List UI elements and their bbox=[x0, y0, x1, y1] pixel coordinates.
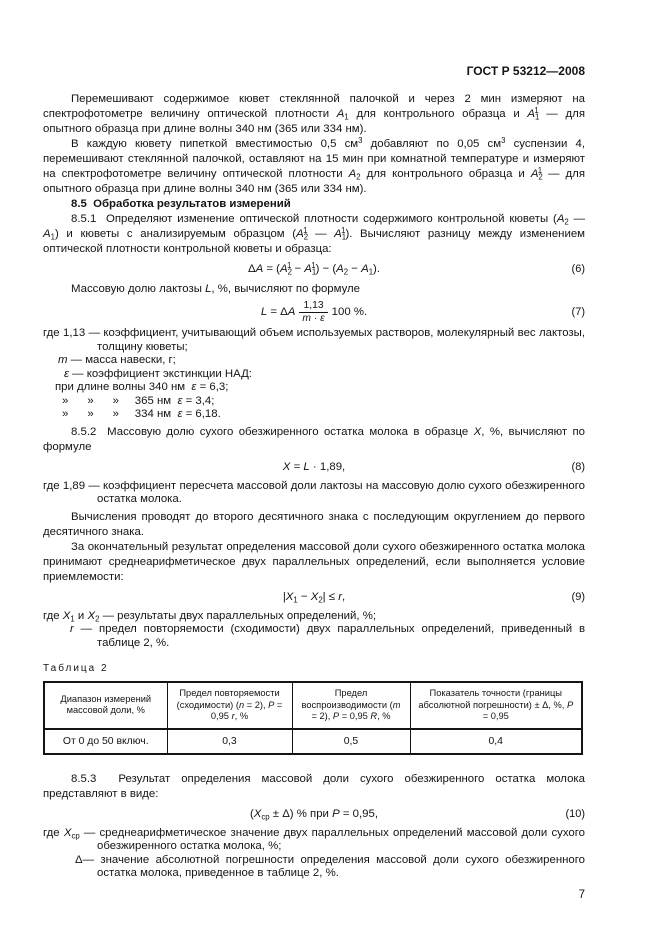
table-header-cell-repeatability: Предел повторяемости (сходимости) (n = 2), P = 0,95 r, % bbox=[167, 682, 292, 729]
formula-7-numerator: 1,13 bbox=[299, 300, 327, 313]
formula-8 bbox=[43, 460, 585, 475]
where-item-334nm: » » » 334 нм ε = 6,18. bbox=[62, 408, 221, 420]
table-header-cell-reproducibility: Предел воспроизводимости (m = 2), P = 0,95 R, % bbox=[292, 682, 410, 729]
formula-8-body: X = L · 1,89, bbox=[282, 460, 346, 473]
paragraph-8-5-2: 8.5.2 Массовую долю сухого обезжиренного остатка молока в образце X, %, вычисляют по формуле bbox=[43, 425, 585, 453]
formula-8-number: (8) bbox=[571, 460, 585, 473]
where-list-formula-7 bbox=[43, 327, 585, 422]
where-list-formula-9 bbox=[43, 610, 585, 651]
paragraph-mixing: Перемешивают содержимое кювет стеклянной палочкой и через 2 мин измеряют на спектрофотометре величину оптической плотности $A_1$ для контрольного образца и $A_1^1$ — для опытного образца при длине волны 340 нм (365 или 334 нм). bbox=[43, 93, 585, 135]
formula-7 bbox=[43, 300, 585, 324]
where-item-365nm: » » » 365 нм ε = 3,4; bbox=[62, 394, 215, 407]
where-item-xcp: где $X_{ср}$ — среднеарифметическое значение двух параллельных определений массовой доли сухого обезжиренного остатка молока, %; bbox=[43, 826, 585, 852]
paragraph-lactose-intro: Массовую долю лактозы L, %, вычисляют по формуле bbox=[71, 283, 361, 295]
formula-7-denominator: m · ε bbox=[302, 312, 325, 324]
table-2-caption: Таблица 2 bbox=[43, 663, 109, 674]
where-item-m: m — масса навески, г; bbox=[58, 354, 176, 366]
formula-6-number: (6) bbox=[571, 263, 585, 275]
table-cell-accuracy: 0,4 bbox=[410, 729, 582, 754]
table-2 bbox=[43, 681, 583, 755]
where-list-formula-8 bbox=[43, 480, 585, 507]
page-number: 7 bbox=[578, 888, 585, 901]
table-header-cell-accuracy: Показатель точности (границы абсолютной погрешности) ± Δ, %, P = 0,95 bbox=[410, 682, 582, 729]
formula-9-number: (9) bbox=[571, 590, 585, 603]
formula-6-body: $\Delta A = (A_2^1 - A_1^1) - (A_2 - A_1)$. bbox=[247, 261, 380, 277]
formula-9 bbox=[43, 590, 585, 605]
where-item-1-89: где 1,89 — коэффициент пересчета массовой доли лактозы на массовую долю сухого обезжиренного остатка молока. bbox=[43, 479, 585, 505]
paragraph-8-5-1: 8.5.1 Определяют изменение оптической плотности содержимого контрольной кюветы ($A_2$ — $A_1$) и кюветы с анализируемым образцом ($A_2^1$ — $A_1^1$). Вычисляют разницу между изменением оптической плотности контрольной кюветы и образца: bbox=[43, 213, 585, 255]
formula-7-body bbox=[81, 300, 547, 324]
formula-7-fraction bbox=[299, 300, 327, 324]
table-cell-range: От 0 до 50 включ. bbox=[44, 729, 167, 754]
paragraph-final-result: За окончательный результат определения массовой доли сухого обезжиренного остатка молока принимают среднеарифметическое двух параллельных определений, если выполняется условие приемлемости: bbox=[43, 540, 585, 583]
formula-6 bbox=[43, 262, 585, 277]
table-header-cell-range: Диапазон измерений массовой доли, % bbox=[44, 682, 167, 729]
formula-7-lhs: L = ΔA bbox=[260, 306, 296, 319]
where-item-delta: Δ— значение абсолютной погрешности определения массовой доли сухого обезжиренного остатка молока, приведенное в таблице 2, %. bbox=[75, 853, 585, 879]
paragraph-rounding: Вычисления проводят до второго десятичного знака с последующим округлением до первого десятичного знака. bbox=[43, 510, 585, 538]
table-row bbox=[44, 729, 582, 754]
formula-10-body: $(X_{ср} \pm \Delta)$ % при P = 0,95, bbox=[249, 807, 379, 821]
table-header-row bbox=[44, 682, 582, 729]
formula-7-rhs: 100 %. bbox=[331, 306, 368, 319]
where-item-x1-x2: где $X_1$ и $X_2$ — результаты двух параллельных определений, %; bbox=[43, 609, 377, 623]
table-cell-repeatability: 0,3 bbox=[167, 729, 292, 754]
where-item-r: r — предел повторяемости (сходимости) двух параллельных определений, приведенный в таблице 2, %. bbox=[70, 623, 585, 649]
formula-10-number: (10) bbox=[565, 807, 585, 820]
where-item-340nm: при длине волны 340 нм ε = 6,3; bbox=[55, 381, 229, 393]
table-cell-reproducibility: 0,5 bbox=[292, 729, 410, 754]
doc-number: ГОСТ Р 53212—2008 bbox=[466, 64, 585, 78]
formula-10 bbox=[43, 807, 585, 822]
paragraph-8-5-3: 8.5.3 Результат определения массовой доли сухого обезжиренного остатка молока представляют в виде: bbox=[43, 772, 585, 800]
paragraph-suspension: В каждую кювету пипеткой вместимостью 0,5 $см^3$ добавляют по 0,05 $см^3$ суспензии 4, перемешивают стеклянной палочкой, оставляют на 15 мин при комнатной температуре и измеряют на спектрофотометре величину оптической плотности $A_2$ для контрольного образца и $A_2^1$ — для опытного образца при длине волны 340 нм (365 или 334 нм). bbox=[43, 136, 585, 195]
formula-9-body: $|X_1 - X_2| \le r$, bbox=[282, 590, 346, 604]
where-item-epsilon: ε — коэффициент экстинкции НАД: bbox=[64, 367, 252, 380]
formula-7-number: (7) bbox=[571, 305, 585, 318]
section-heading-8-5: 8.5 Обработка результатов измерений bbox=[71, 198, 291, 210]
where-item-1-13: где 1,13 — коэффициент, учитывающий объем используемых растворов, молекулярный вес лактозы, толщину кюветы; bbox=[43, 327, 585, 353]
where-list-formula-10 bbox=[43, 827, 585, 881]
